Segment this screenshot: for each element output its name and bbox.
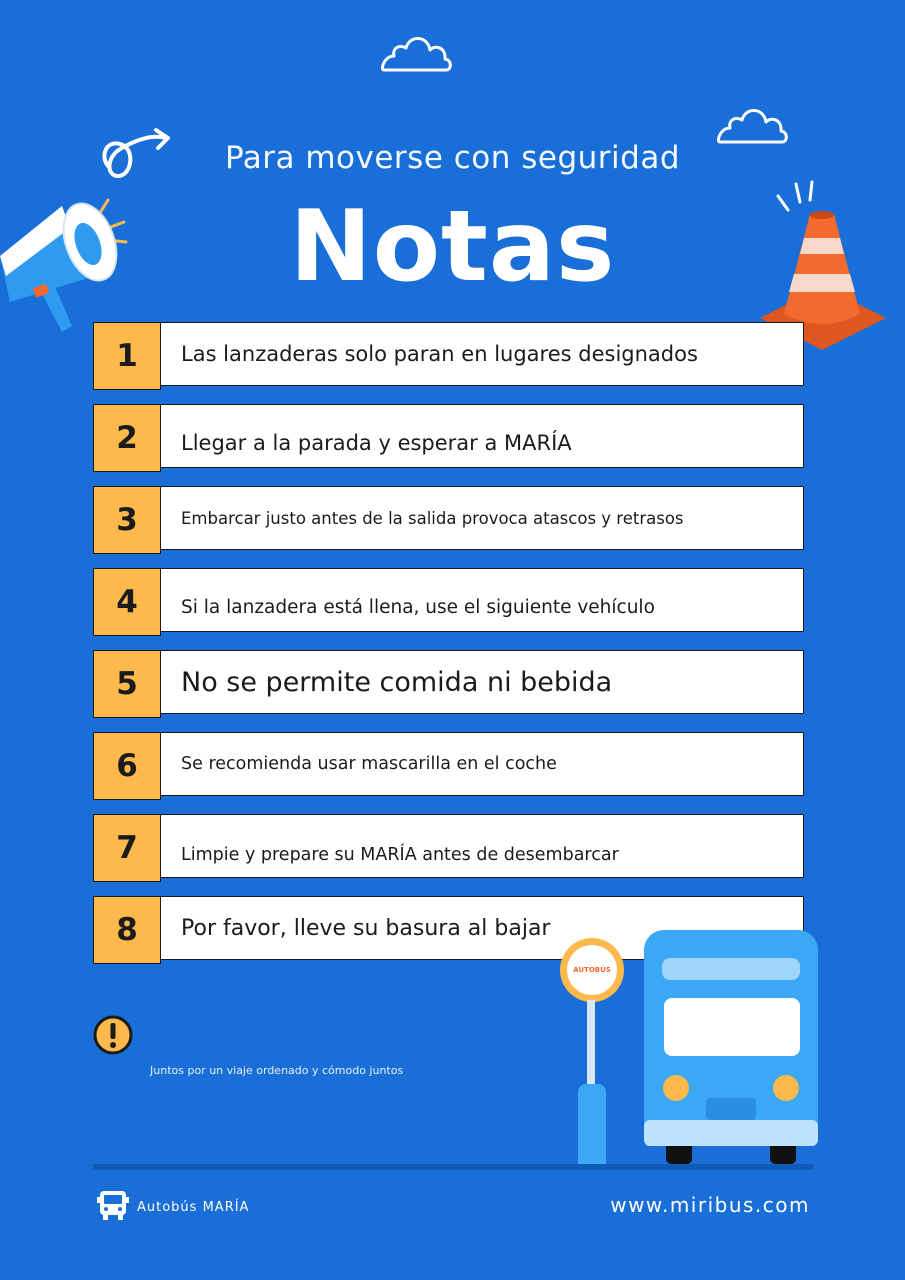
tagline: Juntos por un viaje ordenado y cómodo juntos: [150, 1064, 404, 1077]
bus-stop-label: AUTOBÚS: [573, 966, 611, 974]
bus-logo-icon: [96, 1188, 130, 1222]
note-text: Llegar a la parada y esperar a MARÍA: [160, 404, 804, 468]
bus-icon: [644, 930, 820, 1168]
bus-stop-pole: [587, 1000, 595, 1090]
note-item: [93, 322, 807, 390]
note-number: 7: [93, 814, 161, 882]
note-text: Embarcar justo antes de la salida provoca atascos y retrasos: [160, 486, 804, 550]
note-number: 4: [93, 568, 161, 636]
bus-stop-base: [578, 1084, 606, 1166]
note-item: [93, 486, 807, 554]
page-title: Notas: [289, 190, 616, 304]
note-number: 1: [93, 322, 161, 390]
footer-divider: [93, 1164, 813, 1170]
note-number: 3: [93, 486, 161, 554]
warning-icon: [92, 1014, 134, 1056]
note-number: 6: [93, 732, 161, 800]
bus-stop-sign: [560, 938, 624, 1002]
note-text: Por favor, lleve su basura al bajar: [160, 896, 804, 960]
note-text: No se permite comida ni bebida: [160, 650, 804, 714]
note-text: Las lanzaderas solo paran en lugares designados: [160, 322, 804, 386]
cloud-icon: [378, 30, 453, 76]
page-subtitle: Para moverse con seguridad: [224, 140, 681, 176]
note-number: 8: [93, 896, 161, 964]
note-item: [93, 814, 807, 882]
footer-brand: Autobús MARÍA: [137, 1200, 250, 1215]
note-text: Se recomienda usar mascarilla en el coche: [160, 732, 804, 796]
note-item: [93, 650, 807, 718]
note-number: 5: [93, 650, 161, 718]
note-text: Si la lanzadera está llena, use el siguiente vehículo: [160, 568, 804, 632]
note-item: [93, 568, 807, 636]
note-number: 2: [93, 404, 161, 472]
footer-website-link[interactable]: www.miribus.com: [610, 1193, 810, 1217]
note-item: [93, 732, 807, 800]
note-text: Limpie y prepare su MARÍA antes de desembarcar: [160, 814, 804, 878]
note-item: [93, 404, 807, 472]
